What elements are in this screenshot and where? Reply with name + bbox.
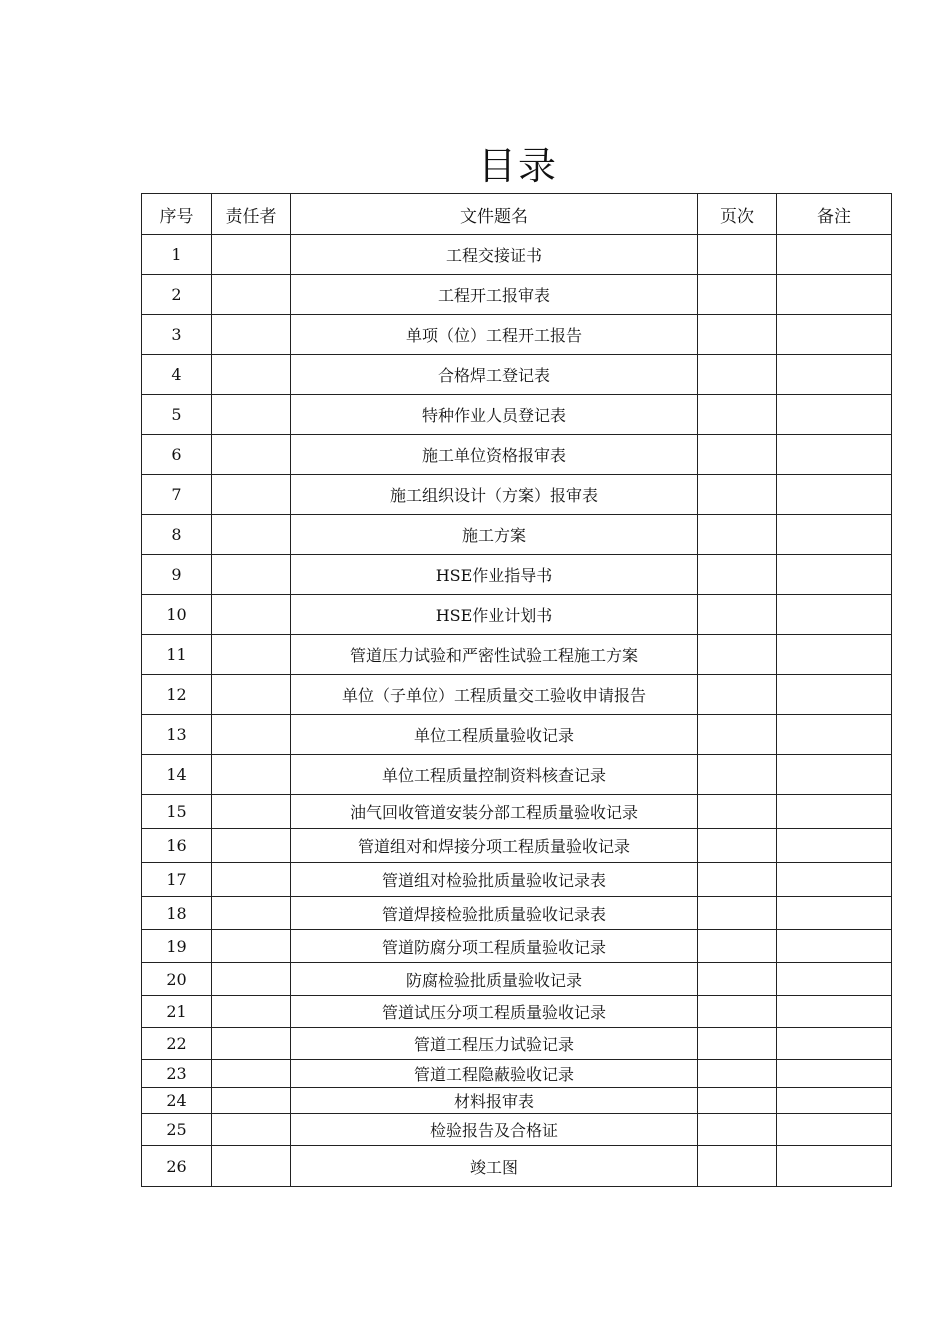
table-row [142,315,892,355]
row-owner [212,1146,291,1187]
row-no: 18 [142,897,212,930]
row-page [698,715,777,755]
row-no: 21 [142,996,212,1028]
row-name: 单位工程质量控制资料核查记录 [291,755,698,795]
header-owner: 责任者 [212,194,291,235]
row-name: HSE作业计划书 [291,595,698,635]
table-row [142,275,892,315]
row-note [777,515,892,555]
table-row [142,555,892,595]
row-name: 管道工程压力试验记录 [291,1028,698,1060]
row-owner [212,863,291,897]
row-page [698,863,777,897]
row-no: 20 [142,963,212,996]
row-page [698,635,777,675]
row-page [698,675,777,715]
table-row [142,715,892,755]
row-no: 22 [142,1028,212,1060]
row-no: 14 [142,755,212,795]
row-page [698,755,777,795]
row-name: 竣工图 [291,1146,698,1187]
row-page [698,555,777,595]
row-name: 材料报审表 [291,1088,698,1114]
row-no: 15 [142,795,212,829]
row-no: 9 [142,555,212,595]
row-note [777,1114,892,1146]
row-owner [212,1088,291,1114]
row-note [777,475,892,515]
row-page [698,829,777,863]
table-row [142,863,892,897]
row-name: 检验报告及合格证 [291,1114,698,1146]
row-name: 管道组对和焊接分项工程质量验收记录 [291,829,698,863]
row-no: 7 [142,475,212,515]
row-note [777,863,892,897]
row-note [777,829,892,863]
table-row [142,395,892,435]
header-name: 文件题名 [291,194,698,235]
row-note [777,555,892,595]
row-no: 3 [142,315,212,355]
row-page [698,930,777,963]
table-header-row [142,194,892,235]
row-owner [212,635,291,675]
toc-table [141,193,892,1187]
row-note [777,275,892,315]
row-page [698,897,777,930]
row-no: 26 [142,1146,212,1187]
table-row [142,795,892,829]
row-note [777,963,892,996]
table-row [142,1028,892,1060]
row-no: 2 [142,275,212,315]
table-row [142,475,892,515]
row-page [698,355,777,395]
row-name: 管道工程隐蔽验收记录 [291,1060,698,1088]
row-name: 管道防腐分项工程质量验收记录 [291,930,698,963]
row-name: HSE作业指导书 [291,555,698,595]
row-note [777,715,892,755]
row-note [777,1060,892,1088]
row-name: 单项（位）工程开工报告 [291,315,698,355]
row-note [777,355,892,395]
row-owner [212,555,291,595]
row-page [698,435,777,475]
row-note [777,1146,892,1187]
row-owner [212,675,291,715]
table-row [142,930,892,963]
row-name: 单位工程质量验收记录 [291,715,698,755]
row-owner [212,930,291,963]
table-row [142,235,892,275]
table-row [142,435,892,475]
row-name: 工程开工报审表 [291,275,698,315]
row-page [698,595,777,635]
row-owner [212,829,291,863]
row-owner [212,1028,291,1060]
row-page [698,1088,777,1114]
header-no: 序号 [142,194,212,235]
row-no: 1 [142,235,212,275]
row-owner [212,515,291,555]
row-owner [212,475,291,515]
row-note [777,755,892,795]
table-row [142,1114,892,1146]
row-no: 5 [142,395,212,435]
row-owner [212,235,291,275]
table-row [142,595,892,635]
row-note [777,435,892,475]
row-no: 16 [142,829,212,863]
row-note [777,595,892,635]
row-page [698,1146,777,1187]
row-name: 合格焊工登记表 [291,355,698,395]
row-note [777,315,892,355]
header-note: 备注 [777,194,892,235]
row-page [698,315,777,355]
row-no: 12 [142,675,212,715]
row-note [777,1028,892,1060]
table-row [142,675,892,715]
row-owner [212,595,291,635]
table-row [142,829,892,863]
row-note [777,897,892,930]
table-row [142,1088,892,1114]
table-row [142,755,892,795]
table-row [142,515,892,555]
row-no: 17 [142,863,212,897]
row-page [698,1114,777,1146]
row-note [777,1088,892,1114]
table-row [142,635,892,675]
row-page [698,475,777,515]
row-owner [212,1114,291,1146]
row-note [777,235,892,275]
row-note [777,395,892,435]
row-name: 管道压力试验和严密性试验工程施工方案 [291,635,698,675]
row-name: 管道试压分项工程质量验收记录 [291,996,698,1028]
row-owner [212,897,291,930]
row-page [698,395,777,435]
row-no: 23 [142,1060,212,1088]
row-owner [212,275,291,315]
row-page [698,795,777,829]
row-no: 8 [142,515,212,555]
row-name: 施工组织设计（方案）报审表 [291,475,698,515]
row-no: 4 [142,355,212,395]
row-page [698,996,777,1028]
row-no: 25 [142,1114,212,1146]
row-note [777,635,892,675]
row-no: 19 [142,930,212,963]
row-no: 10 [142,595,212,635]
row-name: 防腐检验批质量验收记录 [291,963,698,996]
row-name: 施工方案 [291,515,698,555]
table-row [142,1060,892,1088]
row-page [698,235,777,275]
table-row [142,355,892,395]
table-row [142,963,892,996]
row-name: 施工单位资格报审表 [291,435,698,475]
table-row [142,897,892,930]
row-name: 管道组对检验批质量验收记录表 [291,863,698,897]
table-row [142,1146,892,1187]
row-name: 单位（子单位）工程质量交工验收申请报告 [291,675,698,715]
row-no: 13 [142,715,212,755]
row-note [777,996,892,1028]
row-page [698,1028,777,1060]
row-owner [212,715,291,755]
row-no: 6 [142,435,212,475]
row-no: 24 [142,1088,212,1114]
row-note [777,675,892,715]
row-note [777,930,892,963]
row-owner [212,395,291,435]
row-owner [212,355,291,395]
row-owner [212,755,291,795]
row-owner [212,315,291,355]
page-title: 目录 [477,144,558,188]
row-page [698,963,777,996]
row-no: 11 [142,635,212,675]
row-name: 管道焊接检验批质量验收记录表 [291,897,698,930]
row-owner [212,1060,291,1088]
table-row [142,996,892,1028]
header-page: 页次 [698,194,777,235]
row-page [698,1060,777,1088]
row-name: 油气回收管道安装分部工程质量验收记录 [291,795,698,829]
row-owner [212,963,291,996]
row-page [698,275,777,315]
row-name: 特种作业人员登记表 [291,395,698,435]
row-owner [212,435,291,475]
row-owner [212,996,291,1028]
row-page [698,515,777,555]
row-owner [212,795,291,829]
row-note [777,795,892,829]
row-name: 工程交接证书 [291,235,698,275]
